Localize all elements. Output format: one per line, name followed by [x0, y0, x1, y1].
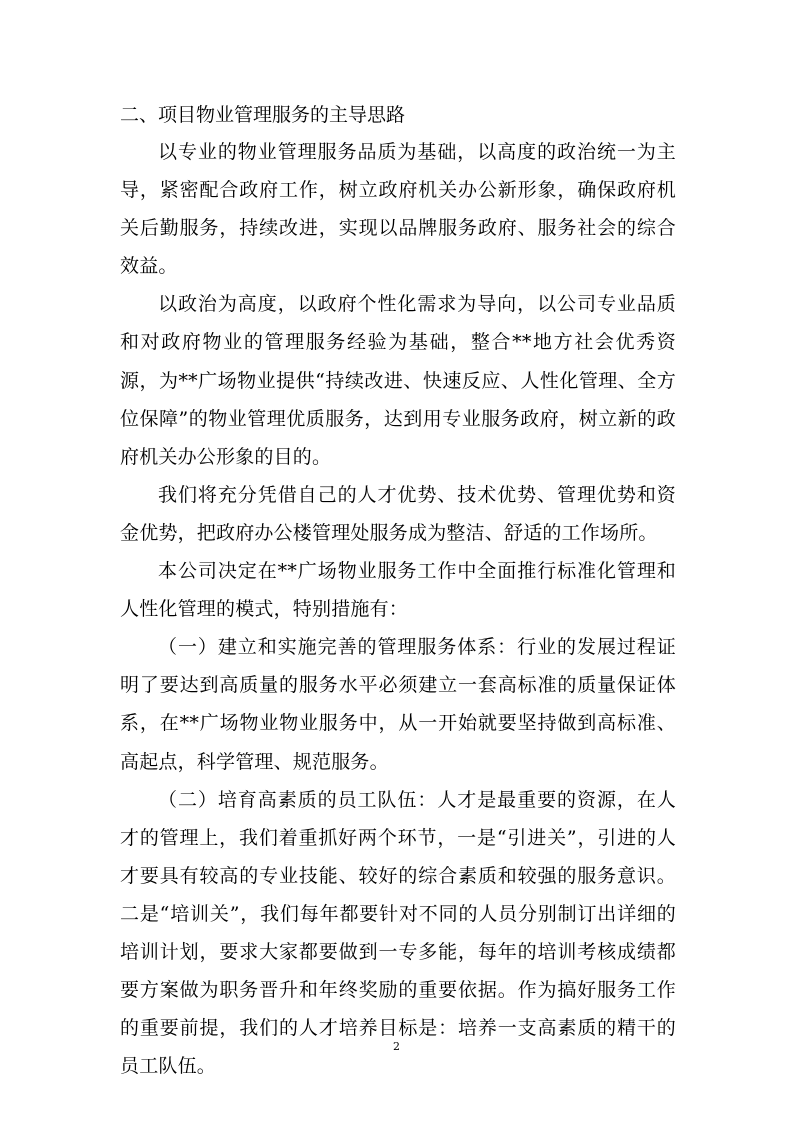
page-number: 2 [393, 1040, 400, 1053]
paragraph-service-system: （一）建立和实施完善的管理服务体系：行业的发展过程证明了要达到高质量的服务水平必须建立一套高标准的质量保证体系，在**广场物业物业服务中，从一开始就要坚持做到高标准、高起点，科学管理、规范服务。 [120, 636, 676, 773]
paragraph-guiding-principle: 以专业的物业管理服务品质为基础，以高度的政治统一为主导，紧密配合政府工作，树立政府机关办公新形象，确保政府机关后勤服务，持续改进，实现以品牌服务政府、服务社会的综合效益。 [120, 141, 676, 278]
section-heading: 二、项目物业管理服务的主导思路 [120, 104, 406, 126]
paragraph-management-mode: 本公司决定在**广场物业服务工作中全面推行标准化管理和人性化管理的模式，特别措施有： [120, 560, 676, 621]
paragraph-political-orientation: 以政治为高度，以政府个性化需求为导向，以公司专业品质和对政府物业的管理服务经验为基础，整合**地方社会优秀资源，为**广场物业提供“持续改进、快速反应、人性化管理、全方位保障”的物业管理优质服务，达到用专业服务政府，树立新的政府机关办公形象的目的。 [120, 293, 676, 468]
paragraph-company-advantages: 我们将充分凭借自己的人才优势、技术优势、管理优势和资金优势，把政府办公楼管理处服务成为整洁、舒适的工作场所。 [120, 483, 676, 544]
paragraph-staff-team: （二）培育高素质的员工队伍：人才是最重要的资源，在人才的管理上，我们着重抓好两个环节，一是“引进关”，引进的人才要具有较高的专业技能、较好的综合素质和较强的服务意识。二是“培训关”，我们每年都要针对不同的人员分别制订出详细的培训计划，要求大家都要做到一专多能，每年的培训考核成绩都要方案做为职务晋升和年终奖励的重要依据。作为搞好服务工作的重要前提，我们的人才培养目标是：培养一支高素质的精干的员工队伍。 [120, 788, 676, 1078]
body-text [120, 133, 676, 1085]
